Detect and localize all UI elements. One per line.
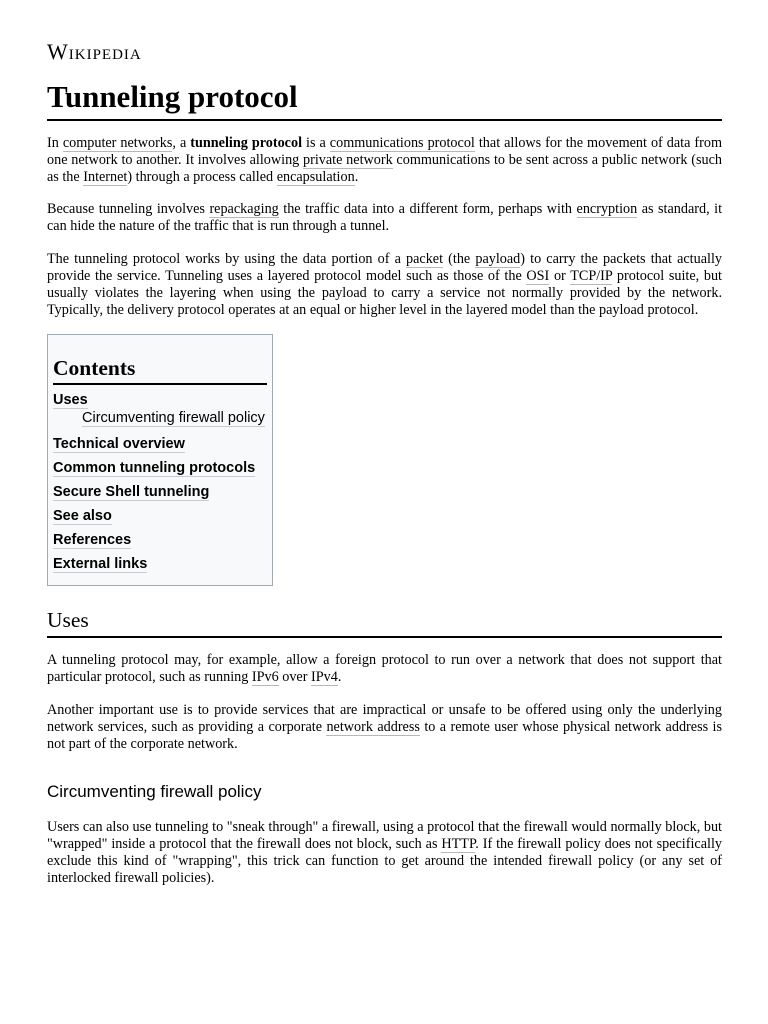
toc-link-secure-shell-tunneling[interactable]: Secure Shell tunneling (53, 484, 210, 500)
text-run: ) through a process called (127, 169, 277, 185)
toc-list (53, 391, 267, 573)
link-ipv4[interactable]: IPv4 (311, 669, 338, 685)
wikipedia-wordmark: Wikipedia (47, 39, 142, 64)
toc-link-circumventing-firewall-policy[interactable]: Circumventing firewall policy (82, 410, 265, 426)
text-run: Because tunneling involves (47, 201, 210, 217)
bold-term: tunneling protocol (190, 135, 303, 151)
toc-item-see-also (53, 507, 267, 525)
text-run: that allows for the movement of data from one network to another. It involves allowing (47, 135, 722, 168)
page-title: Tunneling protocol (47, 78, 722, 121)
intro-paragraph-1 (47, 135, 722, 186)
text-run: over (278, 669, 311, 685)
uses-paragraph-1 (47, 652, 722, 686)
toc-item-common-tunneling-protocols (53, 459, 267, 477)
toc-item-circumventing-firewall-policy (53, 409, 267, 427)
link-internet[interactable]: Internet (83, 169, 128, 185)
toc-item-technical-overview (53, 435, 267, 453)
link-private-network[interactable]: private network (303, 152, 393, 168)
link-osi[interactable]: OSI (526, 268, 550, 284)
link-communications-protocol[interactable]: communications protocol (329, 135, 475, 151)
toc-link-see-also[interactable]: See also (53, 508, 112, 524)
article-page (47, 38, 722, 887)
section-heading-uses: Uses (47, 606, 722, 638)
link-http[interactable]: HTTP (441, 836, 476, 852)
link-repackaging[interactable]: repackaging (209, 201, 279, 217)
text-run: communications to be sent across a public network (such as the (47, 152, 722, 185)
link-payload[interactable]: payload (475, 251, 521, 267)
intro-paragraph-2 (47, 201, 722, 235)
text-run: or (549, 268, 571, 284)
text-run: , a (172, 135, 191, 151)
uses-paragraph-2 (47, 702, 722, 753)
link-encapsulation[interactable]: encapsulation (276, 169, 355, 185)
toc-item-external-links (53, 555, 267, 573)
toc-title: Contents (53, 355, 267, 385)
toc-item-uses (53, 391, 267, 409)
link-packet[interactable]: packet (406, 251, 444, 267)
toc-link-references[interactable]: References (53, 532, 132, 548)
firewall-paragraph-1 (47, 819, 722, 887)
toc-link-external-links[interactable]: External links (53, 556, 148, 572)
link-computer-networks[interactable]: computer networks (62, 135, 173, 151)
table-of-contents (47, 334, 273, 586)
text-run: A tunneling protocol may, for example, allow a foreign protocol to run over a network that does not support that particular protocol, such as running (47, 652, 722, 685)
text-run: to a remote user whose physical network address is not part of the corporate network. (47, 719, 722, 752)
link-tcp-ip[interactable]: TCP/IP (570, 268, 613, 284)
text-run: . (337, 669, 342, 685)
text-run: In (47, 135, 63, 151)
text-run: Another important use is to provide services that are impractical or unsafe to be offered using only the underlying network services, such as providing a corporate (47, 702, 722, 735)
text-run: The tunneling protocol works by using the data portion of a (47, 251, 407, 267)
subsection-heading-circumventing-firewall-policy: Circumventing firewall policy (47, 782, 262, 801)
text-run: is a (302, 135, 330, 151)
toc-link-common-tunneling-protocols[interactable]: Common tunneling protocols (53, 460, 256, 476)
intro-paragraph-3 (47, 251, 722, 319)
toc-item-references (53, 531, 267, 549)
toc-link-uses[interactable]: Uses (53, 392, 88, 408)
link-encryption[interactable]: encryption (576, 201, 638, 217)
text-run: . If the firewall policy does not specifically exclude this kind of "wrapping", this trick can function to get around the intended firewall policy (or any set of interlocked firewall policies). (47, 836, 722, 886)
text-run: Users can also use tunneling to "sneak through" a firewall, using a protocol that the firewall would normally block, but "wrapped" inside a protocol that the firewall does not block, such as (47, 819, 722, 852)
toc-link-technical-overview[interactable]: Technical overview (53, 436, 185, 452)
text-run: as standard, it can hide the nature of the traffic that is run through a tunnel. (47, 201, 723, 234)
text-run: . (354, 169, 359, 185)
text-run: protocol suite, but usually violates the layering when using the payload to carry a service not normally provided by the network. Typically, the delivery protocol operates at an equal or higher level in the layered model than the payload protocol. (47, 268, 722, 318)
link-network-address[interactable]: network address (326, 719, 420, 735)
text-run: (the (443, 251, 476, 267)
text-run: the traffic data into a different form, perhaps with (278, 201, 577, 217)
text-run: ) to carry the packets that actually provide the service. Tunneling uses a layered protocol model such as those of the (47, 251, 722, 284)
link-ipv6[interactable]: IPv6 (251, 669, 279, 685)
toc-item-secure-shell-tunneling (53, 483, 267, 501)
